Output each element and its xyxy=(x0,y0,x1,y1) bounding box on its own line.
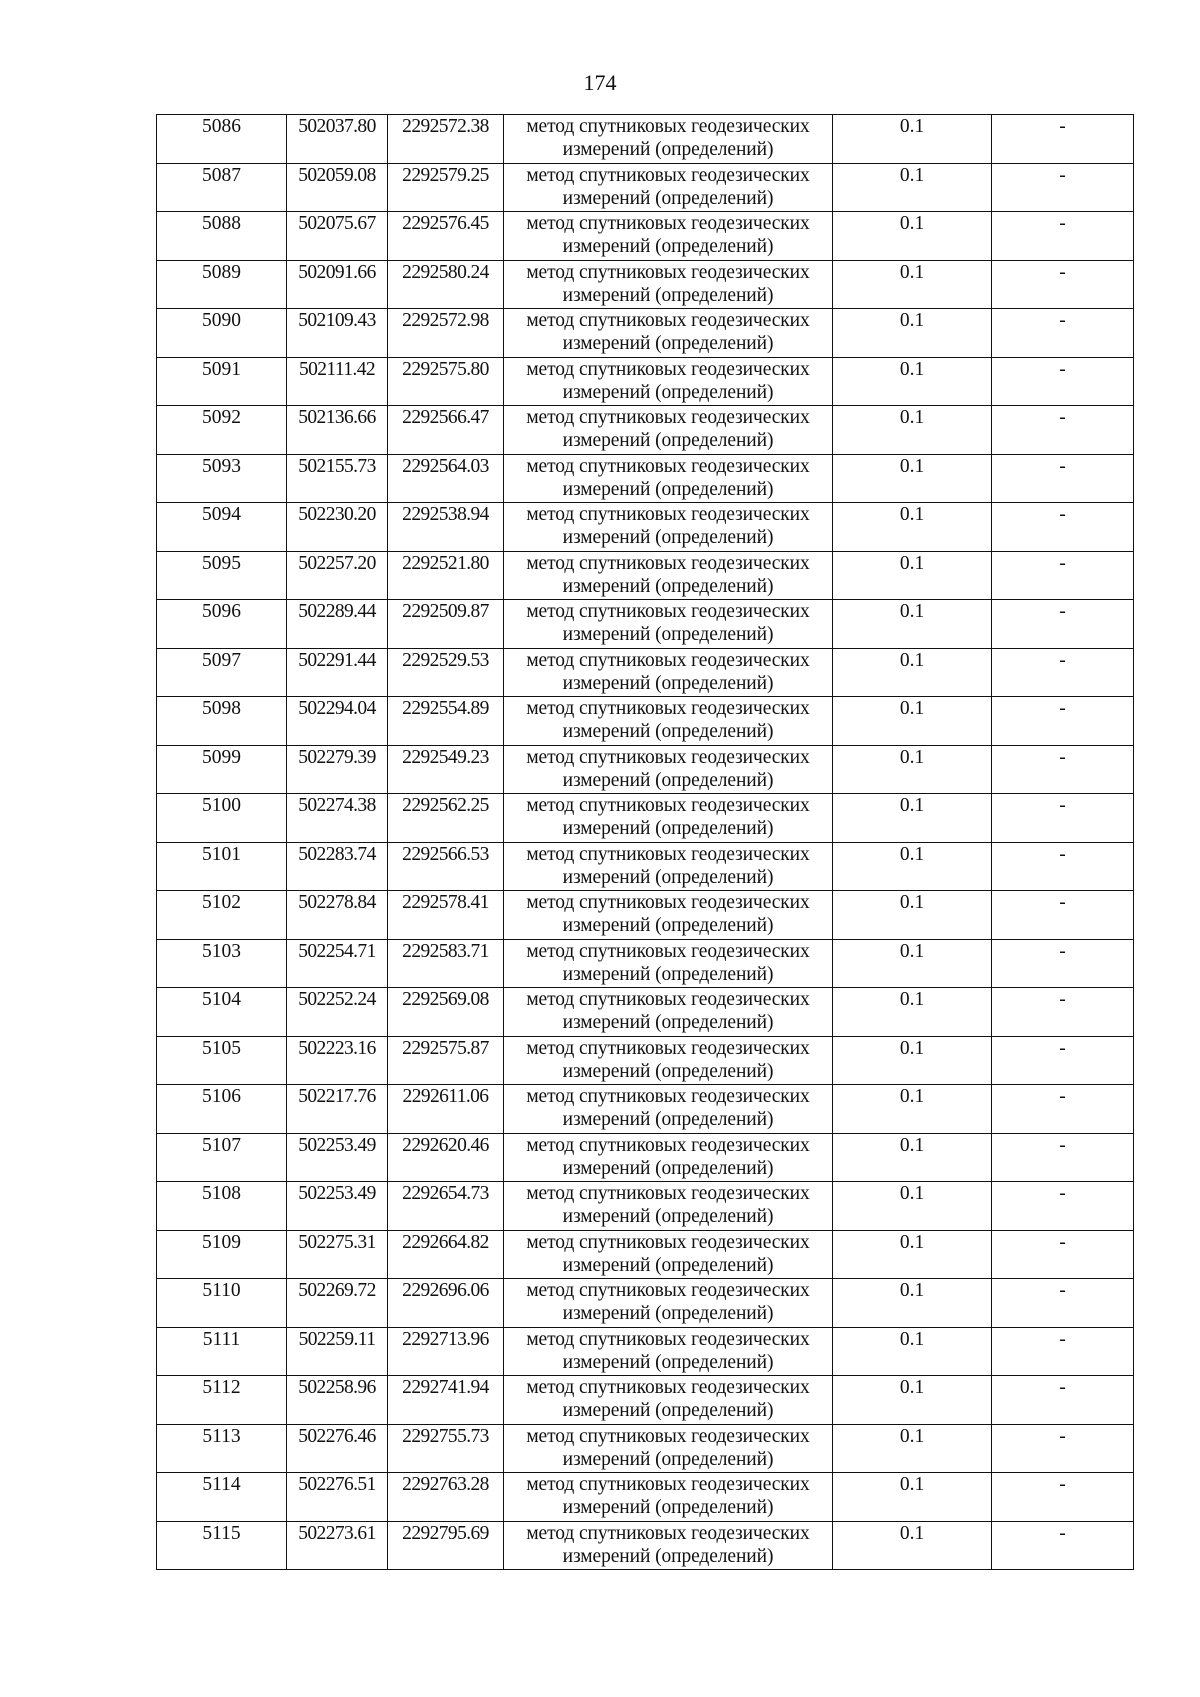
method-line-2: измерений (определений) xyxy=(562,527,774,548)
note-cell: - xyxy=(992,1376,1134,1425)
x-coordinate-cell: 502091.66 xyxy=(287,260,388,309)
note-cell: - xyxy=(992,891,1134,940)
y-coordinate-cell: 2292620.46 xyxy=(388,1133,504,1182)
note-cell: - xyxy=(992,1327,1134,1376)
method-line-1: метод спутниковых геодезических xyxy=(526,1377,810,1398)
y-coordinate-cell: 2292611.06 xyxy=(388,1085,504,1134)
method-cell xyxy=(504,212,833,261)
method-line-1: метод спутниковых геодезических xyxy=(526,1328,810,1350)
accuracy-cell: 0.1 xyxy=(833,1327,992,1376)
x-coordinate-cell: 502278.84 xyxy=(287,891,388,940)
table-row xyxy=(157,115,1134,164)
method-line-2: измерений (определений) xyxy=(562,818,774,839)
x-coordinate-cell: 502258.96 xyxy=(287,1376,388,1425)
table-row xyxy=(157,1376,1134,1425)
method-cell xyxy=(504,1133,833,1182)
y-coordinate-cell: 2292569.08 xyxy=(388,988,504,1037)
note-cell: - xyxy=(992,794,1134,843)
point-number-cell: 5086 xyxy=(157,115,287,164)
note-cell: - xyxy=(992,503,1134,552)
method-cell xyxy=(504,163,833,212)
method-line-1: метод спутниковых геодезических xyxy=(526,1037,810,1059)
page-number: 174 xyxy=(583,70,617,95)
table-row xyxy=(157,503,1134,552)
accuracy-cell: 0.1 xyxy=(833,648,992,697)
method-line-2: измерений (определений) xyxy=(562,1254,774,1276)
point-number-cell: 5087 xyxy=(157,163,287,212)
method-line-2: измерений (определений) xyxy=(562,1497,774,1518)
point-number-cell: 5109 xyxy=(157,1230,287,1279)
method-line-1: метод спутниковых геодезических xyxy=(526,649,810,671)
method-line-2: измерений (определений) xyxy=(562,769,774,791)
method-cell xyxy=(504,1085,833,1134)
method-line-2: измерений (определений) xyxy=(562,1206,774,1227)
method-cell xyxy=(504,1036,833,1085)
x-coordinate-cell: 502075.67 xyxy=(287,212,388,261)
note-cell: - xyxy=(992,260,1134,309)
x-coordinate-cell: 502109.43 xyxy=(287,309,388,358)
y-coordinate-cell: 2292583.71 xyxy=(388,939,504,988)
note-cell: - xyxy=(992,1133,1134,1182)
y-coordinate-cell: 2292575.80 xyxy=(388,357,504,406)
method-cell xyxy=(504,1473,833,1522)
point-number-cell: 5103 xyxy=(157,939,287,988)
accuracy-cell: 0.1 xyxy=(833,1133,992,1182)
note-cell: - xyxy=(992,600,1134,649)
y-coordinate-cell: 2292564.03 xyxy=(388,454,504,503)
note-cell: - xyxy=(992,551,1134,600)
y-coordinate-cell: 2292538.94 xyxy=(388,503,504,552)
point-number-cell: 5098 xyxy=(157,697,287,746)
method-cell xyxy=(504,1327,833,1376)
point-number-cell: 5113 xyxy=(157,1424,287,1473)
accuracy-cell: 0.1 xyxy=(833,745,992,794)
accuracy-cell: 0.1 xyxy=(833,163,992,212)
x-coordinate-cell: 502273.61 xyxy=(287,1521,388,1570)
note-cell: - xyxy=(992,1424,1134,1473)
point-number-cell: 5091 xyxy=(157,357,287,406)
x-coordinate-cell: 502275.31 xyxy=(287,1230,388,1279)
table-row xyxy=(157,163,1134,212)
note-cell: - xyxy=(992,309,1134,358)
table-row xyxy=(157,1327,1134,1376)
method-line-1: метод спутниковых геодезических xyxy=(526,1231,810,1253)
note-cell: - xyxy=(992,842,1134,891)
method-line-1: метод спутниковых геодезических xyxy=(526,1280,810,1301)
y-coordinate-cell: 2292562.25 xyxy=(388,794,504,843)
y-coordinate-cell: 2292554.89 xyxy=(388,697,504,746)
method-line-1: метод спутниковых геодезических xyxy=(526,843,810,865)
method-line-1: метод спутниковых геодезических xyxy=(526,358,810,380)
method-line-2: измерений (определений) xyxy=(562,1303,774,1324)
method-line-1: метод спутниковых геодезических xyxy=(526,455,810,477)
point-number-cell: 5115 xyxy=(157,1521,287,1570)
accuracy-cell: 0.1 xyxy=(833,1085,992,1134)
method-cell xyxy=(504,115,833,164)
method-cell xyxy=(504,745,833,794)
method-cell xyxy=(504,988,833,1037)
table-row xyxy=(157,1133,1134,1182)
x-coordinate-cell: 502111.42 xyxy=(287,357,388,406)
y-coordinate-cell: 2292566.47 xyxy=(388,406,504,455)
point-number-cell: 5097 xyxy=(157,648,287,697)
point-number-cell: 5111 xyxy=(157,1327,287,1376)
method-line-2: измерений (определений) xyxy=(562,236,774,257)
note-cell: - xyxy=(992,988,1134,1037)
table-row xyxy=(157,454,1134,503)
note-cell: - xyxy=(992,1085,1134,1134)
x-coordinate-cell: 502254.71 xyxy=(287,939,388,988)
method-cell xyxy=(504,939,833,988)
method-line-2: измерений (определений) xyxy=(562,1400,774,1421)
method-line-1: метод спутниковых геодезических xyxy=(526,164,810,186)
x-coordinate-cell: 502283.74 xyxy=(287,842,388,891)
method-line-1: метод спутниковых геодезических xyxy=(526,261,810,283)
y-coordinate-cell: 2292578.41 xyxy=(388,891,504,940)
method-cell xyxy=(504,260,833,309)
x-coordinate-cell: 502269.72 xyxy=(287,1279,388,1328)
y-coordinate-cell: 2292576.45 xyxy=(388,212,504,261)
y-coordinate-cell: 2292572.38 xyxy=(388,115,504,164)
accuracy-cell: 0.1 xyxy=(833,551,992,600)
x-coordinate-cell: 502289.44 xyxy=(287,600,388,649)
x-coordinate-cell: 502291.44 xyxy=(287,648,388,697)
method-line-2: измерений (определений) xyxy=(562,478,774,500)
method-cell xyxy=(504,1424,833,1473)
method-cell xyxy=(504,891,833,940)
table-row xyxy=(157,842,1134,891)
x-coordinate-cell: 502223.16 xyxy=(287,1036,388,1085)
method-cell xyxy=(504,600,833,649)
x-coordinate-cell: 502253.49 xyxy=(287,1133,388,1182)
note-cell: - xyxy=(992,745,1134,794)
method-cell xyxy=(504,842,833,891)
method-line-1: метод спутниковых геодезических xyxy=(526,989,810,1010)
x-coordinate-cell: 502059.08 xyxy=(287,163,388,212)
method-line-2: измерений (определений) xyxy=(562,672,774,694)
accuracy-cell: 0.1 xyxy=(833,939,992,988)
table-row xyxy=(157,1279,1134,1328)
method-cell xyxy=(504,309,833,358)
note-cell: - xyxy=(992,1036,1134,1085)
accuracy-cell: 0.1 xyxy=(833,1182,992,1231)
note-cell: - xyxy=(992,115,1134,164)
accuracy-cell: 0.1 xyxy=(833,309,992,358)
x-coordinate-cell: 502037.80 xyxy=(287,115,388,164)
note-cell: - xyxy=(992,648,1134,697)
table-row xyxy=(157,600,1134,649)
method-line-2: измерений (определений) xyxy=(562,915,774,936)
method-line-1: метод спутниковых геодезических xyxy=(526,601,810,622)
point-number-cell: 5101 xyxy=(157,842,287,891)
table-row xyxy=(157,697,1134,746)
note-cell: - xyxy=(992,1473,1134,1522)
x-coordinate-cell: 502276.46 xyxy=(287,1424,388,1473)
table-row xyxy=(157,1230,1134,1279)
method-line-2: измерений (определений) xyxy=(562,624,774,645)
method-line-2: измерений (определений) xyxy=(562,1545,774,1567)
y-coordinate-cell: 2292580.24 xyxy=(388,260,504,309)
table-row xyxy=(157,648,1134,697)
method-line-1: метод спутниковых геодезических xyxy=(526,407,810,428)
x-coordinate-cell: 502279.39 xyxy=(287,745,388,794)
accuracy-cell: 0.1 xyxy=(833,115,992,164)
y-coordinate-cell: 2292549.23 xyxy=(388,745,504,794)
note-cell: - xyxy=(992,1279,1134,1328)
method-line-2: измерений (определений) xyxy=(562,1448,774,1470)
x-coordinate-cell: 502252.24 xyxy=(287,988,388,1037)
point-number-cell: 5104 xyxy=(157,988,287,1037)
point-number-cell: 5089 xyxy=(157,260,287,309)
accuracy-cell: 0.1 xyxy=(833,891,992,940)
x-coordinate-cell: 502136.66 xyxy=(287,406,388,455)
point-number-cell: 5095 xyxy=(157,551,287,600)
note-cell: - xyxy=(992,406,1134,455)
point-number-cell: 5093 xyxy=(157,454,287,503)
y-coordinate-cell: 2292763.28 xyxy=(388,1473,504,1522)
accuracy-cell: 0.1 xyxy=(833,794,992,843)
y-coordinate-cell: 2292579.25 xyxy=(388,163,504,212)
note-cell: - xyxy=(992,1182,1134,1231)
note-cell: - xyxy=(992,357,1134,406)
method-cell xyxy=(504,1521,833,1570)
x-coordinate-cell: 502259.11 xyxy=(287,1327,388,1376)
accuracy-cell: 0.1 xyxy=(833,260,992,309)
note-cell: - xyxy=(992,1521,1134,1570)
accuracy-cell: 0.1 xyxy=(833,1036,992,1085)
method-line-1: метод спутниковых геодезических xyxy=(526,1183,810,1204)
y-coordinate-cell: 2292521.80 xyxy=(388,551,504,600)
accuracy-cell: 0.1 xyxy=(833,1424,992,1473)
note-cell: - xyxy=(992,939,1134,988)
method-cell xyxy=(504,406,833,455)
table-row xyxy=(157,551,1134,600)
accuracy-cell: 0.1 xyxy=(833,697,992,746)
point-number-cell: 5112 xyxy=(157,1376,287,1425)
method-cell xyxy=(504,503,833,552)
x-coordinate-cell: 502274.38 xyxy=(287,794,388,843)
method-line-1: метод спутниковых геодезических xyxy=(526,1425,810,1447)
point-number-cell: 5090 xyxy=(157,309,287,358)
accuracy-cell: 0.1 xyxy=(833,406,992,455)
method-cell xyxy=(504,697,833,746)
table-row xyxy=(157,1424,1134,1473)
accuracy-cell: 0.1 xyxy=(833,357,992,406)
accuracy-cell: 0.1 xyxy=(833,988,992,1037)
y-coordinate-cell: 2292696.06 xyxy=(388,1279,504,1328)
method-line-1: метод спутниковых геодезических xyxy=(526,116,810,137)
method-line-2: измерений (определений) xyxy=(562,1351,774,1373)
method-line-1: метод спутниковых геодезических xyxy=(526,698,810,719)
method-line-2: измерений (определений) xyxy=(562,1012,774,1033)
note-cell: - xyxy=(992,454,1134,503)
table-row xyxy=(157,309,1134,358)
point-number-cell: 5106 xyxy=(157,1085,287,1134)
note-cell: - xyxy=(992,212,1134,261)
accuracy-cell: 0.1 xyxy=(833,1230,992,1279)
method-cell xyxy=(504,1182,833,1231)
y-coordinate-cell: 2292664.82 xyxy=(388,1230,504,1279)
method-line-2: измерений (определений) xyxy=(562,284,774,306)
method-line-1: метод спутниковых геодезических xyxy=(526,940,810,962)
y-coordinate-cell: 2292575.87 xyxy=(388,1036,504,1085)
x-coordinate-cell: 502230.20 xyxy=(287,503,388,552)
method-cell xyxy=(504,454,833,503)
table-row xyxy=(157,939,1134,988)
table-body xyxy=(157,115,1134,1570)
method-line-2: измерений (определений) xyxy=(562,575,774,597)
y-coordinate-cell: 2292755.73 xyxy=(388,1424,504,1473)
method-line-2: измерений (определений) xyxy=(562,721,774,742)
x-coordinate-cell: 502155.73 xyxy=(287,454,388,503)
table-row xyxy=(157,794,1134,843)
method-line-1: метод спутниковых геодезических xyxy=(526,795,810,816)
point-number-cell: 5096 xyxy=(157,600,287,649)
method-line-2: измерений (определений) xyxy=(562,187,774,209)
coordinates-table xyxy=(156,114,1134,1570)
method-line-2: измерений (определений) xyxy=(562,333,774,354)
accuracy-cell: 0.1 xyxy=(833,842,992,891)
accuracy-cell: 0.1 xyxy=(833,212,992,261)
method-line-2: измерений (определений) xyxy=(562,1060,774,1082)
y-coordinate-cell: 2292654.73 xyxy=(388,1182,504,1231)
method-line-2: измерений (определений) xyxy=(562,866,774,888)
table-row xyxy=(157,745,1134,794)
method-line-1: метод спутниковых геодезических xyxy=(526,504,810,525)
x-coordinate-cell: 502217.76 xyxy=(287,1085,388,1134)
accuracy-cell: 0.1 xyxy=(833,1279,992,1328)
accuracy-cell: 0.1 xyxy=(833,600,992,649)
accuracy-cell: 0.1 xyxy=(833,1376,992,1425)
table-row xyxy=(157,1521,1134,1570)
method-cell xyxy=(504,1279,833,1328)
method-cell xyxy=(504,794,833,843)
method-line-1: метод спутниковых геодезических xyxy=(526,552,810,574)
table-row xyxy=(157,1036,1134,1085)
point-number-cell: 5108 xyxy=(157,1182,287,1231)
method-line-1: метод спутниковых геодезических xyxy=(526,892,810,913)
accuracy-cell: 0.1 xyxy=(833,1521,992,1570)
x-coordinate-cell: 502294.04 xyxy=(287,697,388,746)
method-line-1: метод спутниковых геодезических xyxy=(526,746,810,768)
point-number-cell: 5094 xyxy=(157,503,287,552)
table-row xyxy=(157,1182,1134,1231)
method-line-2: измерений (определений) xyxy=(562,430,774,451)
note-cell: - xyxy=(992,1230,1134,1279)
method-cell xyxy=(504,648,833,697)
table-row xyxy=(157,1473,1134,1522)
accuracy-cell: 0.1 xyxy=(833,1473,992,1522)
point-number-cell: 5092 xyxy=(157,406,287,455)
table-row xyxy=(157,260,1134,309)
method-line-1: метод спутниковых геодезических xyxy=(526,310,810,331)
table-row xyxy=(157,1085,1134,1134)
accuracy-cell: 0.1 xyxy=(833,454,992,503)
table-row xyxy=(157,212,1134,261)
method-line-1: метод спутниковых геодезических xyxy=(526,1474,810,1495)
y-coordinate-cell: 2292529.53 xyxy=(388,648,504,697)
point-number-cell: 5099 xyxy=(157,745,287,794)
method-line-1: метод спутниковых геодезических xyxy=(526,1134,810,1156)
method-line-2: измерений (определений) xyxy=(562,1109,774,1130)
y-coordinate-cell: 2292795.69 xyxy=(388,1521,504,1570)
y-coordinate-cell: 2292509.87 xyxy=(388,600,504,649)
method-line-1: метод спутниковых геодезических xyxy=(526,1086,810,1107)
table-row xyxy=(157,891,1134,940)
point-number-cell: 5107 xyxy=(157,1133,287,1182)
method-line-2: измерений (определений) xyxy=(562,963,774,985)
y-coordinate-cell: 2292572.98 xyxy=(388,309,504,358)
method-cell xyxy=(504,551,833,600)
note-cell: - xyxy=(992,163,1134,212)
method-cell xyxy=(504,357,833,406)
y-coordinate-cell: 2292741.94 xyxy=(388,1376,504,1425)
point-number-cell: 5102 xyxy=(157,891,287,940)
accuracy-cell: 0.1 xyxy=(833,503,992,552)
point-number-cell: 5088 xyxy=(157,212,287,261)
method-line-1: метод спутниковых геодезических xyxy=(526,1522,810,1544)
table-row xyxy=(157,406,1134,455)
method-line-2: измерений (определений) xyxy=(562,381,774,403)
table-row xyxy=(157,988,1134,1037)
method-cell xyxy=(504,1376,833,1425)
table-row xyxy=(157,357,1134,406)
method-line-2: измерений (определений) xyxy=(562,1157,774,1179)
x-coordinate-cell: 502276.51 xyxy=(287,1473,388,1522)
x-coordinate-cell: 502257.20 xyxy=(287,551,388,600)
point-number-cell: 5100 xyxy=(157,794,287,843)
method-cell xyxy=(504,1230,833,1279)
method-line-2: измерений (определений) xyxy=(562,139,774,160)
y-coordinate-cell: 2292713.96 xyxy=(388,1327,504,1376)
point-number-cell: 5114 xyxy=(157,1473,287,1522)
y-coordinate-cell: 2292566.53 xyxy=(388,842,504,891)
x-coordinate-cell: 502253.49 xyxy=(287,1182,388,1231)
point-number-cell: 5105 xyxy=(157,1036,287,1085)
method-line-1: метод спутниковых геодезических xyxy=(526,213,810,234)
note-cell: - xyxy=(992,697,1134,746)
point-number-cell: 5110 xyxy=(157,1279,287,1328)
